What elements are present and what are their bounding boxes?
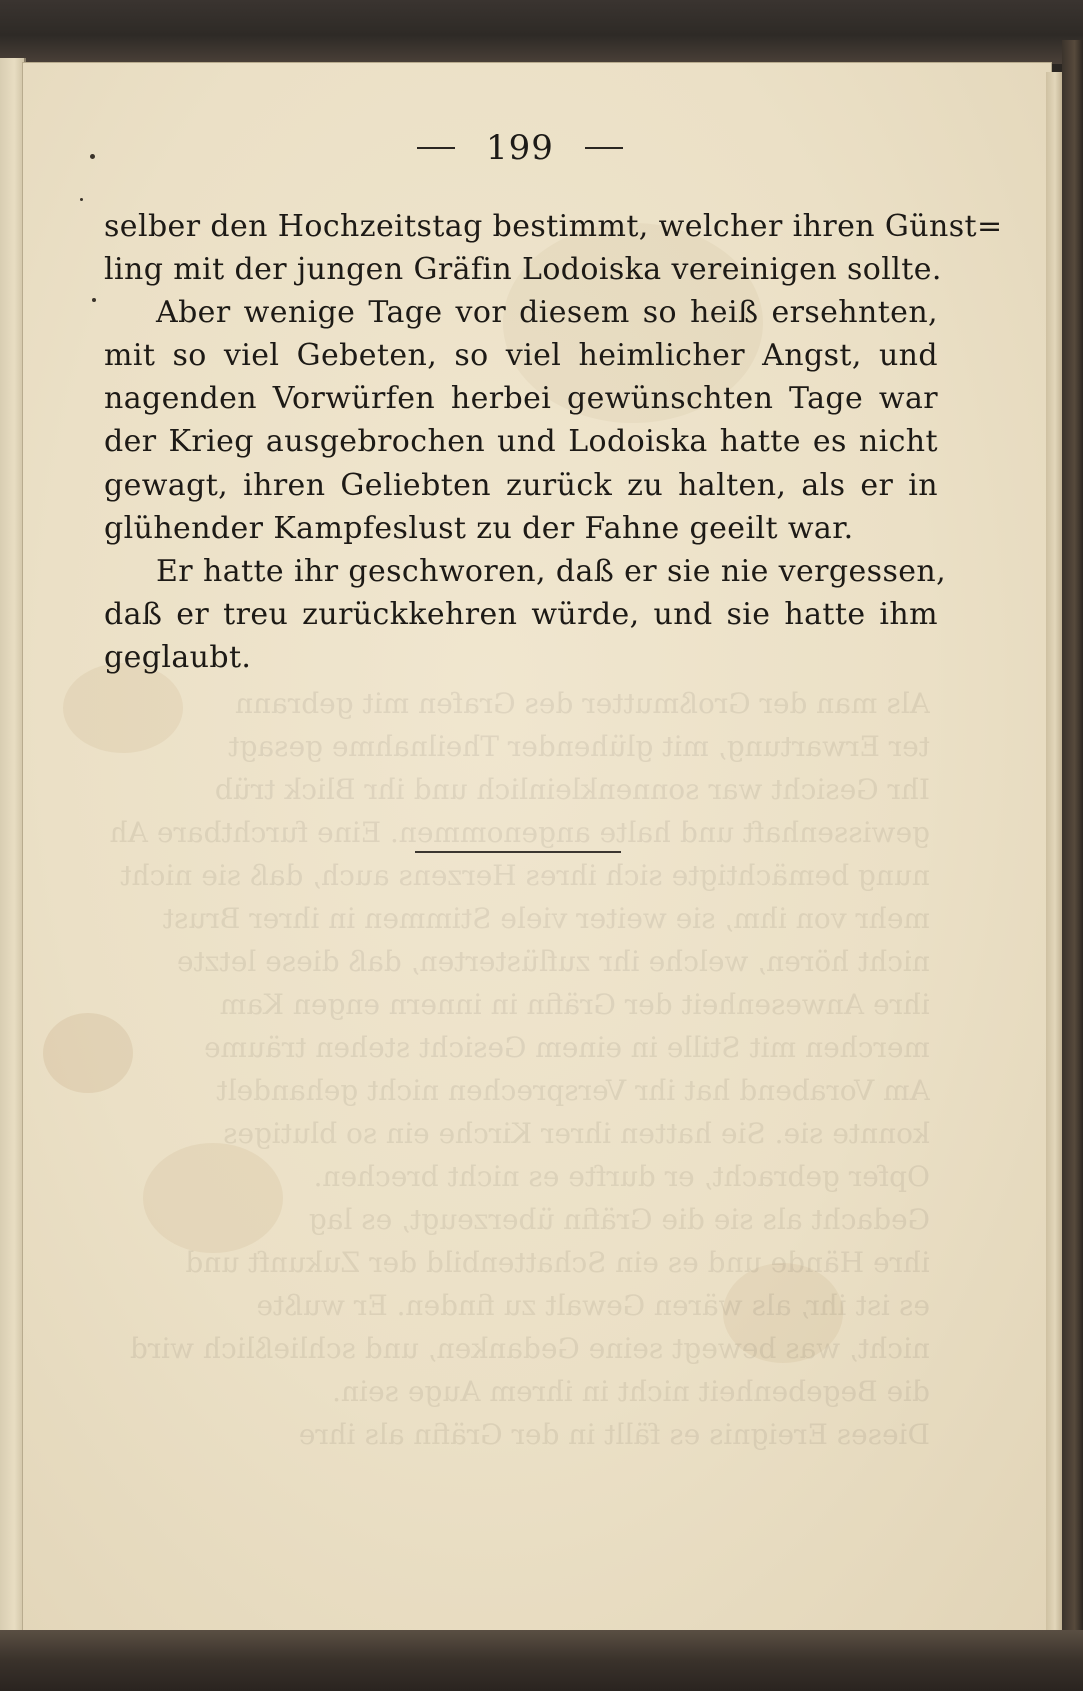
text-line: Aber wenige Tage vor diesem so heiß ersehnten,	[156, 295, 938, 331]
text-line: ling mit der jungen Gräfin Lodoiska vereinigen sollte.	[104, 252, 942, 288]
show-through-text: Als man der Großmutter des Grafen mit gebrann ter Erwartung, mit glühender Theilnahme gesagt Ihr Gesicht war sonnenkleinlich und ihr Blick trüb gewissenhaft und halte angenommen. Eine furchtbare Ah nung bemächtigte sich ihres Herzens auch, daß sie nicht mehr von ihm, sie weiter viele Stimmen in ihrer Brust nicht hören, welche ihr zuflüsterten, daß diese letzte ihre Anwesenheit der Gräfin in innern engen Kam merchen mit Stille in einem Gesicht stehen träume Am Vorabend hat ihr Versprechen nicht gehandelt konnte sie. Sie hatten ihrer Kirche ein so blutiges Opfer gebracht, er durfte es nicht brechen. Gedacht als sie die Gräfin überzeugt, es lag ihre Hände und es ein Schattenbild der Zukunft und es ist ihr, als wären Gewalt zu finden. Er wußte nicht, was bewegt seine Gedanken, und schließlich wird die Begebenheit nicht in ihrem Auge sein. Dieses Ereignis es fällt in der Gräfin als ihre	[109, 687, 930, 1451]
text-line: geglaubt.	[104, 639, 252, 675]
text-line: glühender Kampfeslust zu der Fahne geeilt war.	[104, 510, 854, 546]
book-top-edge	[0, 0, 1083, 64]
header-dash-left	[417, 147, 455, 149]
section-end-rule	[415, 851, 621, 853]
paragraph	[104, 550, 947, 679]
text-line: der Krieg ausgebrochen und Lodoiska hatte es nicht	[104, 424, 938, 460]
text-line: Er hatte ihr geschworen, daß er sie nie vergessen,	[156, 553, 947, 589]
book-binding	[1062, 40, 1083, 1691]
header-dash-right	[585, 147, 623, 149]
text-line: daß er treu zurückkehren würde, und sie hatte ihm	[104, 596, 938, 632]
ink-speck	[92, 298, 96, 302]
text-line: gewagt, ihren Geliebten zurück zu halten, als er in	[104, 467, 938, 503]
page-header	[100, 128, 940, 178]
page-body-text	[104, 205, 1003, 679]
text-line: selber den Hochzeitstag bestimmt, welcher ihren Günst=	[104, 209, 1003, 244]
ink-speck	[90, 154, 95, 159]
paragraph	[104, 205, 1003, 291]
ink-speck	[80, 198, 83, 201]
text-line: mit so viel Gebeten, so viel heimlicher Angst, und	[104, 338, 938, 374]
text-line: nagenden Vorwürfen herbei gewünschten Tage war	[104, 381, 938, 417]
paragraph	[104, 291, 938, 550]
book-bottom-edge	[0, 1630, 1083, 1691]
page-number: 199	[486, 128, 554, 168]
